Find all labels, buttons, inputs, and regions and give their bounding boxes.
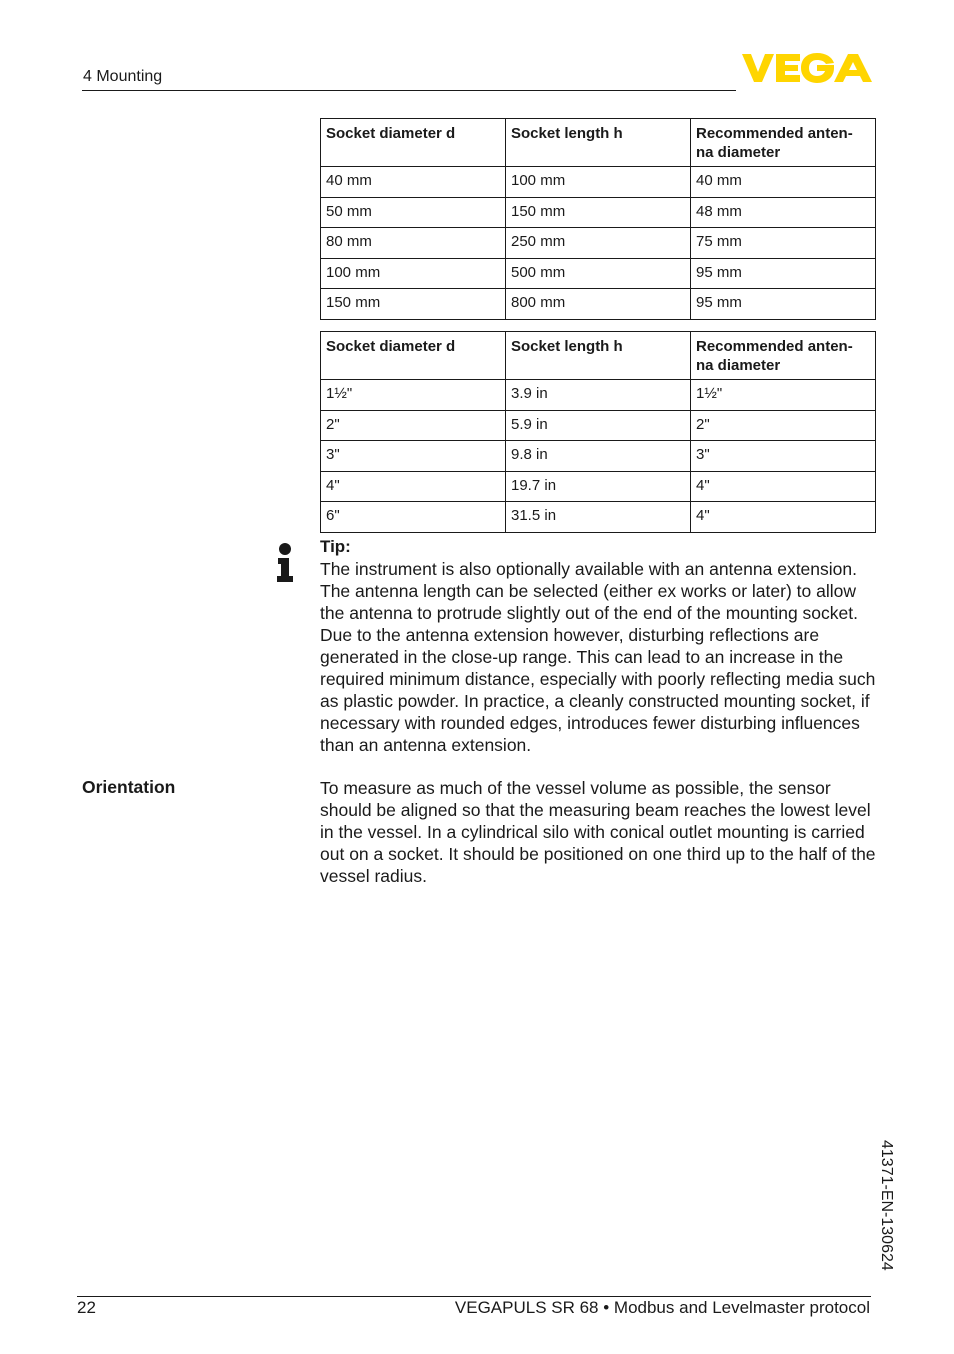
table-cell: 75 mm: [691, 228, 876, 259]
tip-text: The instrument is also optionally available with an antenna extension. The antenna length can be selected (either ex works or later) to allow the antenna to protrude slightly out of the end of the mounting socket. Due to the antenna extension however, disturbing reflections are generated in the close-up range. This can lead to an increase in the required minimum distance, especially with poorly reflecting media such as plastic powder. In practice, a cleanly constructed mounting socket, if necessary with rounded edges, introduces fewer disturbing influences than an antenna extension.: [320, 559, 876, 755]
table-cell: 5.9 in: [506, 410, 691, 441]
table-row: [321, 471, 876, 502]
table-row: [321, 380, 876, 411]
table-cell: 3.9 in: [506, 380, 691, 411]
table-header-cell: Socket diameter d: [321, 332, 506, 380]
table-cell: 40 mm: [321, 167, 506, 198]
table-cell: 50 mm: [321, 197, 506, 228]
table-row: [321, 167, 876, 198]
table-header-cell: Socket length h: [506, 332, 691, 380]
table-header-cell: [691, 119, 876, 167]
table-cell: 4": [321, 471, 506, 502]
info-icon: [276, 543, 294, 583]
table-cell: 800 mm: [506, 289, 691, 320]
header-divider: [82, 90, 736, 91]
document-id: 41371-EN-130624: [878, 1140, 895, 1271]
table-header-row: [321, 332, 876, 380]
table-cell: 48 mm: [691, 197, 876, 228]
table-row: [321, 502, 876, 533]
socket-table-imperial: [320, 331, 876, 533]
table-row: [321, 289, 876, 320]
table-cell: 250 mm: [506, 228, 691, 259]
orientation-text: To measure as much of the vessel volume as possible, the sensor should be aligned so that the measuring beam reaches the lowest level in the vessel. In a cylindrical silo with conical outlet mounting is carried out on a socket. It should be positioned on one third up to the half of the vessel radius.: [320, 778, 876, 886]
footer-divider: [77, 1296, 871, 1297]
table-cell: 19.7 in: [506, 471, 691, 502]
footer-title: VEGAPULS SR 68 • Modbus and Levelmaster protocol: [454, 1298, 870, 1317]
table-cell: 9.8 in: [506, 441, 691, 472]
table-header-cell: [691, 332, 876, 380]
vega-logo: [742, 52, 872, 84]
table-cell: 40 mm: [691, 167, 876, 198]
tip-title: Tip:: [320, 537, 351, 556]
table-cell: 4": [691, 502, 876, 533]
table-cell: 95 mm: [691, 289, 876, 320]
header-text: Recommended anten- na diameter: [696, 125, 853, 161]
table-cell: 1½": [691, 380, 876, 411]
table-cell: 100 mm: [321, 258, 506, 289]
table-cell: 100 mm: [506, 167, 691, 198]
table-cell: 2": [321, 410, 506, 441]
table-row: [321, 258, 876, 289]
table-row: [321, 228, 876, 259]
table-cell: 500 mm: [506, 258, 691, 289]
table-header-cell: Socket length h: [506, 119, 691, 167]
table-row: [321, 441, 876, 472]
header-text: Recommended anten- na diameter: [696, 338, 853, 374]
table-row: [321, 410, 876, 441]
table-cell: 2": [691, 410, 876, 441]
table-cell: 80 mm: [321, 228, 506, 259]
table-cell: 31.5 in: [506, 502, 691, 533]
table-cell: 3": [321, 441, 506, 472]
orientation-heading: Orientation: [82, 777, 176, 797]
page-number: 22: [77, 1298, 96, 1317]
table-cell: 150 mm: [321, 289, 506, 320]
socket-table-metric: [320, 118, 876, 320]
section-title: 4 Mounting: [83, 68, 163, 85]
table-cell: 3": [691, 441, 876, 472]
table-cell: 95 mm: [691, 258, 876, 289]
table-cell: 6": [321, 502, 506, 533]
table-header-row: [321, 119, 876, 167]
table-cell: 1½": [321, 380, 506, 411]
table-row: [321, 197, 876, 228]
table-header-cell: Socket diameter d: [321, 119, 506, 167]
table-cell: 150 mm: [506, 197, 691, 228]
table-cell: 4": [691, 471, 876, 502]
